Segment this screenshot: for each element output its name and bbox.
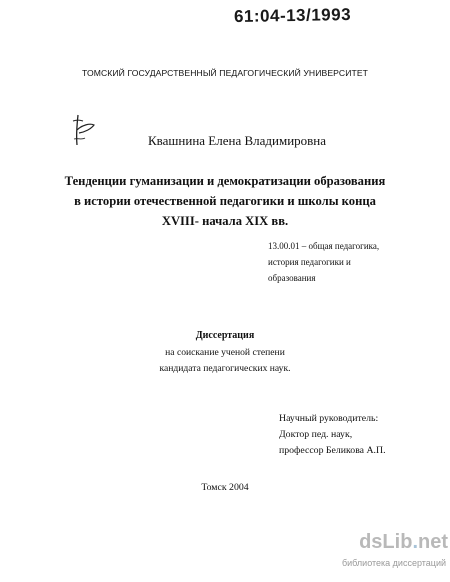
watermark-logo-tld: net <box>418 531 448 553</box>
watermark-caption: библиотека диссертаций <box>341 558 446 568</box>
archive-code: 61:04-13/1993 <box>233 4 352 27</box>
work-type: Диссертация <box>195 330 255 341</box>
dissertation-title <box>0 171 450 231</box>
degree-line: кандидата педагогических наук. <box>159 363 291 374</box>
watermark <box>341 531 448 577</box>
degree-line: на соискание ученой степени <box>165 347 285 358</box>
university-name: ТОМСКИЙ ГОСУДАРСТВЕННЫЙ ПЕДАГОГИЧЕСКИЙ УНИВЕРСИТЕТ <box>81 68 369 78</box>
handwritten-signature <box>70 112 100 148</box>
supervisor-block <box>279 411 386 459</box>
supervisor-line: Доктор пед. наук, <box>279 429 353 440</box>
supervisor-line: профессор Беликова А.П. <box>279 445 386 456</box>
watermark-logo-main: dsLib <box>359 531 413 553</box>
specialty-line: 13.00.01 – общая педагогика, <box>268 241 380 251</box>
watermark-logo-dot: . <box>412 531 418 553</box>
supervisor-line: Научный руководитель: <box>279 413 379 424</box>
author-name: Квашнина Елена Владимировна <box>148 133 327 148</box>
title-line: в истории отечественной педагогики и школы конца <box>74 194 376 208</box>
specialty-code <box>268 238 379 286</box>
title-line: Тенденции гуманизации и демократизации образования <box>64 174 386 188</box>
degree-statement <box>0 345 450 377</box>
watermark-logo <box>352 531 448 554</box>
title-line: XVIII- начала XIX вв. <box>161 214 289 228</box>
specialty-line: образования <box>268 273 316 283</box>
city-year: Томск 2004 <box>201 482 249 493</box>
specialty-line: история педагогики и <box>268 257 351 267</box>
